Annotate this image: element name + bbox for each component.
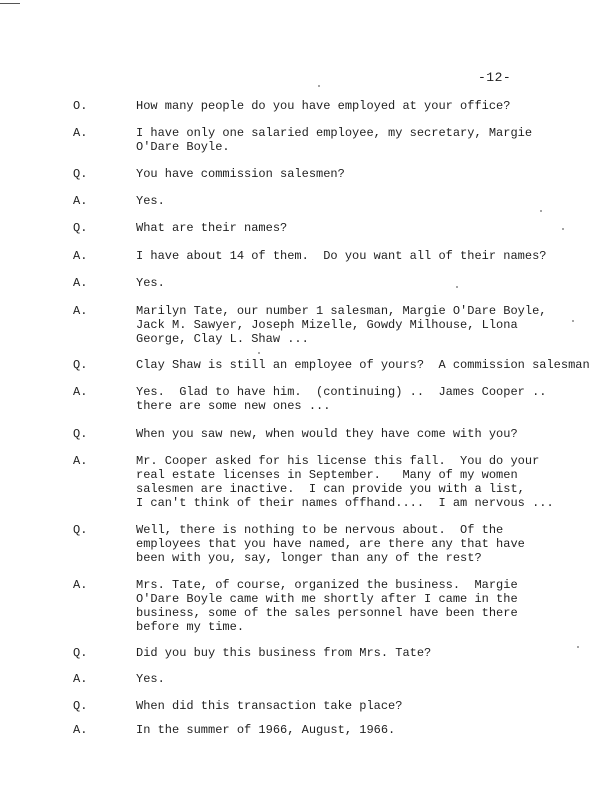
scan-speck (456, 286, 458, 288)
utterance-line: I have only one salaried employee, my secretary, Margie (136, 126, 533, 140)
utterance (136, 167, 345, 181)
speaker-label: A. (73, 249, 88, 263)
speaker-label: A. (73, 304, 88, 318)
scan-speck (258, 352, 260, 354)
utterance-line: Did you buy this business from Mrs. Tate? (136, 646, 432, 660)
utterance-line: Yes. (136, 194, 165, 208)
utterance-line: Marilyn Tate, our number 1 salesman, Margie O'Dare Boyle, (136, 304, 547, 318)
scan-speck (540, 210, 542, 212)
utterance-line: Yes. (136, 672, 165, 686)
utterance (136, 221, 287, 235)
speaker-label: Q. (73, 427, 88, 441)
utterance (136, 454, 554, 510)
utterance-line: salesmen are inactive. I can provide you with a list, (136, 482, 525, 496)
utterance-line: What are their names? (136, 221, 288, 235)
utterance (136, 358, 590, 372)
speaker-label: A. (73, 723, 88, 737)
utterance (136, 99, 510, 113)
utterance-line: Jack M. Sawyer, Joseph Mizelle, Gowdy Milhouse, Llona (136, 318, 518, 332)
utterance (136, 646, 431, 660)
utterance-line: before my time. (136, 620, 245, 634)
scan-speck (562, 228, 564, 230)
speaker-label: A. (73, 672, 88, 686)
speaker-label: O. (73, 99, 88, 113)
utterance-line: there are some new ones ... (136, 399, 331, 413)
speaker-label: A. (73, 385, 88, 399)
speaker-label: Q. (73, 646, 88, 660)
speaker-label: Q. (73, 221, 88, 235)
speaker-label: A. (73, 276, 88, 290)
utterance-line: Well, there is nothing to be nervous about. Of the (136, 523, 504, 537)
utterance (136, 385, 546, 413)
utterance-line: I have about 14 of them. Do you want all of their names? (136, 249, 547, 263)
utterance-line: Yes. (136, 276, 165, 290)
speaker-label: A. (73, 194, 88, 208)
utterance (136, 672, 165, 686)
speaker-label: A. (73, 578, 88, 592)
utterance (136, 194, 165, 208)
utterance-line: Mr. Cooper asked for his license this fall. You do your (136, 454, 540, 468)
speaker-label: Q. (73, 699, 88, 713)
utterance-line: O'Dare Boyle. (136, 140, 230, 154)
utterance-line: When did this transaction take place? (136, 699, 403, 713)
utterance-line: real estate licenses in September. Many of my women (136, 468, 518, 482)
scan-speck (577, 646, 579, 648)
utterance-line: O'Dare Boyle came with me shortly after I came in the (136, 592, 518, 606)
utterance (136, 249, 546, 263)
utterance-line: employees that you have named, are there any that have (136, 537, 525, 551)
speaker-label: A. (73, 126, 88, 140)
scan-speck (572, 320, 574, 322)
utterance (136, 427, 518, 441)
utterance (136, 699, 402, 713)
speaker-label: Q. (73, 523, 88, 537)
utterance-line: In the summer of 1966, August, 1966. (136, 723, 396, 737)
utterance-line: Mrs. Tate, of course, organized the business. Margie (136, 578, 518, 592)
utterance-line: You have commission salesmen? (136, 167, 345, 181)
utterance-line: George, Clay L. Shaw ... (136, 332, 309, 346)
utterance (136, 523, 525, 565)
speaker-label: Q. (73, 358, 88, 372)
utterance (136, 578, 518, 634)
utterance-line: When you saw new, when would they have come with you? (136, 427, 518, 441)
corner-mark (0, 3, 20, 4)
utterance (136, 723, 395, 737)
utterance-line: I can't think of their names offhand.... I am nervous ... (136, 496, 554, 510)
utterance-line: Clay Shaw is still an employee of yours? A commission salesman (136, 358, 590, 372)
utterance (136, 276, 165, 290)
scan-speck (318, 85, 320, 87)
utterance-line: Yes. Glad to have him. (continuing) .. James Cooper .. (136, 385, 547, 399)
utterance (136, 126, 532, 154)
page-number: -12- (478, 70, 512, 85)
utterance (136, 304, 546, 346)
speaker-label: A. (73, 454, 88, 468)
utterance-line: been with you, say, longer than any of the rest? (136, 551, 482, 565)
utterance-line: business, some of the sales personnel have been there (136, 606, 518, 620)
speaker-label: Q. (73, 167, 88, 181)
utterance-line: How many people do you have employed at your office? (136, 99, 511, 113)
